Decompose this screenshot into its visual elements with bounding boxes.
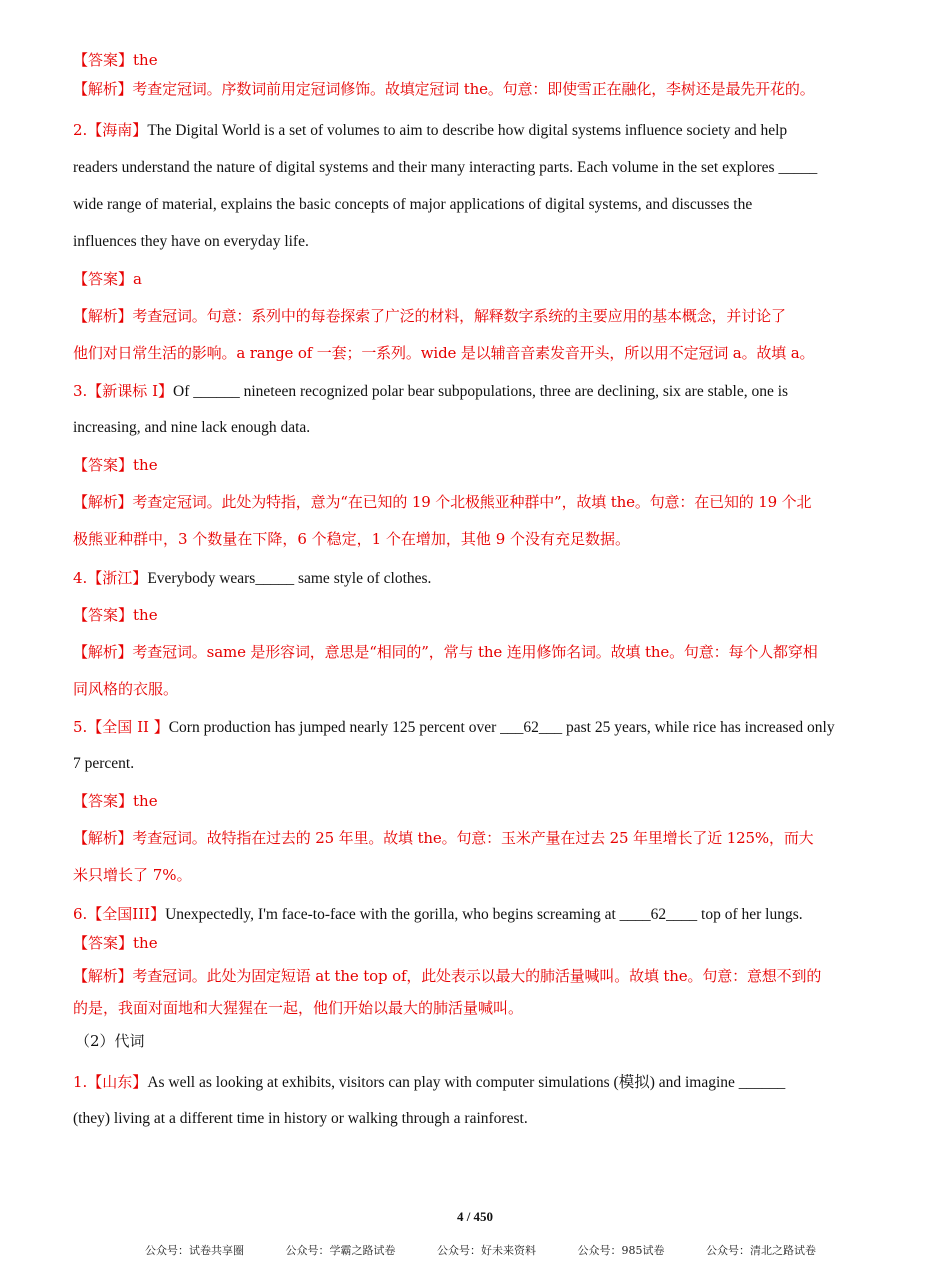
question-line [73,120,880,141]
analysis-line: 的是，我面对面地和大猩猩在一起，他们开始以最大的肺活量喊叫。 [73,999,524,1017]
question-line [73,381,880,402]
footer-link[interactable]: 公众号：985试卷 [577,1244,665,1257]
question-text: The Digital World is a set of volumes to aim to describe how digital systems influence society and help [147,122,788,139]
answer-line: 【答案】the [73,606,158,624]
question-text: readers understand the nature of digital systems and their many interacting parts. Each volume in the set explores _____ [73,159,818,176]
page-number: 4 / 450 [456,1209,494,1224]
question-source-tag: 2.【海南】 [73,121,148,139]
question-text: As well as looking at exhibits, visitors can play with computer simulations (模拟) and imagine ______ [147,1074,786,1091]
question-source-tag: 6.【全国III】 [73,905,166,923]
analysis-line: 他们对日常生活的影响。a range of 一套；一系列。wide 是以辅音音素发音开头，所以用不定冠词 a。故填 a。 [73,344,815,362]
question-text: (they) living at a different time in history or walking through a rainforest. [73,1110,528,1127]
question-text: Unexpectedly, I'm face-to-face with the gorilla, who begins screaming at ____62____ top of her lungs. [165,906,803,923]
analysis-line: 【解析】考查定冠词。序数词前用定冠词修饰。故填定冠词 the。句意：即使雪正在融化，李树还是最先开花的。 [73,80,815,98]
footer-link[interactable]: 公众号：好未来资料 [437,1244,536,1257]
analysis-line: 【解析】考查冠词。句意：系列中的每卷探索了广泛的材料，解释数字系统的主要应用的基本概念，并讨论了 [73,307,786,325]
analysis-line: 同风格的衣服。 [73,680,179,698]
analysis-line: 极熊亚种群中，3 个数量在下降，6 个稳定，1 个在增加，其他 9 个没有充足数据。 [73,530,631,548]
question-source-tag: 3.【新课标 I】 [73,382,174,400]
analysis-line: 【解析】考查冠词。same 是形容词，意思是“相同的”，常与 the 连用修饰名词。故填 the。句意：每个人都穿相 [73,643,818,661]
question-text: influences they have on everyday life. [73,233,309,250]
analysis-line: 【解析】考查定冠词。此处为特指，意为“在已知的 19 个北极熊亚种群中”，故填 the。句意：在已知的 19 个北 [73,493,812,511]
answer-line: 【答案】the [73,792,158,810]
analysis-line: 【解析】考查冠词。故特指在过去的 25 年里。故填 the。句意：玉米产量在过去 25 年里增长了近 125%，而大 [73,829,814,847]
question-line [73,717,880,738]
question-source-tag: 4.【浙江】 [73,569,148,587]
question-source-tag: 5.【全国 II 】 [73,718,169,736]
answer-line: 【答案】the [73,934,158,952]
question-text: Everybody wears_____ same style of clothes. [147,570,432,587]
footer-link[interactable]: 公众号：清北之路试卷 [706,1244,816,1257]
question-line [73,904,880,925]
question-text: increasing, and nine lack enough data. [73,419,311,436]
question-text: wide range of material, explains the basic concepts of major applications of digital systems, and discusses the [73,196,753,213]
answer-line: 【答案】the [73,51,158,69]
answer-line: 【答案】a [73,270,142,288]
question-line [73,1072,880,1093]
question-text: 7 percent. [73,755,135,772]
footer-link[interactable]: 公众号：学霸之路试卷 [285,1244,396,1257]
question-line [73,568,880,589]
section-heading: （2）代词 [75,1032,145,1050]
footer-links [145,1242,854,1258]
footer-link[interactable]: 公众号：试卷共享圈 [145,1244,244,1257]
analysis-line: 【解析】考查冠词。此处为固定短语 at the top of，此处表示以最大的肺活量喊叫。故填 the。句意：意想不到的 [73,967,822,985]
question-source-tag: 1.【山东】 [73,1073,148,1091]
answer-line: 【答案】the [73,456,158,474]
analysis-line: 米只增长了 7%。 [73,866,192,884]
question-text: Corn production has jumped nearly 125 percent over ___62___ past 25 years, while rice has increased only [168,719,835,736]
question-text: Of ______ nineteen recognized polar bear subpopulations, three are declining, six are stable, one is [173,383,789,400]
